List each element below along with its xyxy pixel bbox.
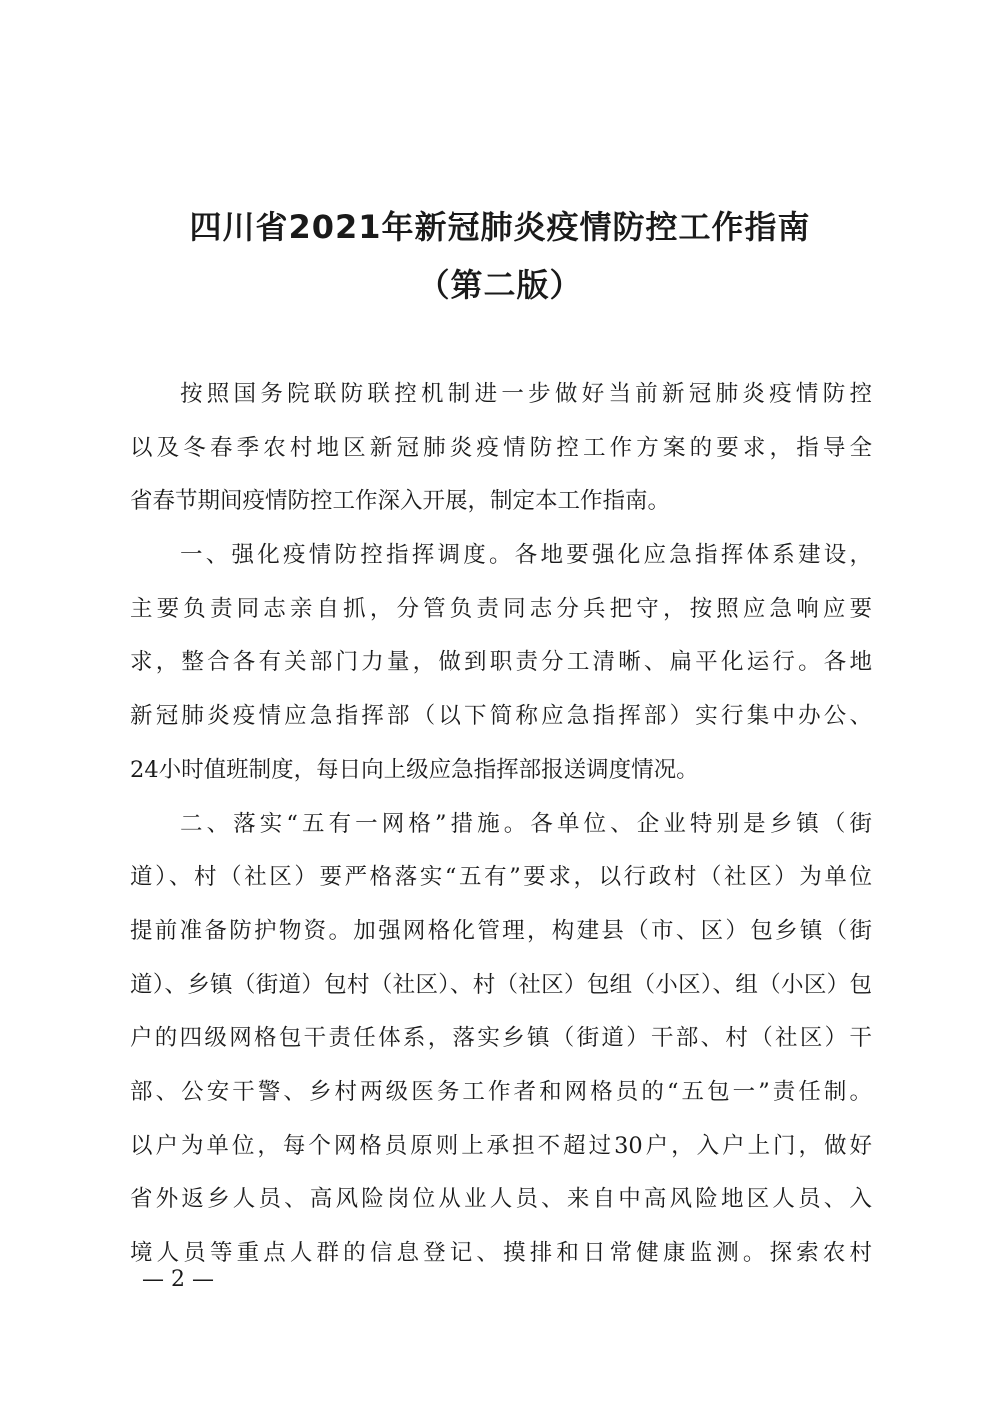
body-line-12: 道）、乡镇（街道）包村（社区）、村（社区）包组（小区）、组（小区）包: [130, 971, 872, 998]
body-line-11: 提前准备防护物资。加强网格化管理，构建县（市、区）包乡镇（街: [130, 917, 872, 944]
body-line-14: 部、公安干警、乡村两级医务工作者和网格员的“五包一”责任制。: [130, 1078, 872, 1105]
body-line-1: 按照国务院联防联控机制进一步做好当前新冠肺炎疫情防控: [180, 381, 872, 407]
body-line-10: 道）、村（社区）要严格落实“五有”要求，以行政村（社区）为单位: [130, 864, 872, 891]
body-line-17: 境人员等重点人群的信息登记、摸排和日常健康监测。探索农村: [130, 1240, 872, 1266]
body-line-8: 24小时值班制度，每日向上级应急指挥部报送调度情况。: [130, 756, 699, 783]
body-line-6: 求，整合各有关部门力量，做到职责分工清晰、扁平化运行。各地: [130, 649, 872, 676]
page-number: — 2 —: [142, 1267, 214, 1292]
body-line-5: 主要负责同志亲自抓，分管负责同志分兵把守，按照应急响应要: [130, 595, 872, 622]
body-line-7: 新冠肺炎疫情应急指挥部（以下简称应急指挥部）实行集中办公、: [130, 703, 872, 730]
body-line-4: 一、强化疫情防控指挥调度。各地要强化应急指挥体系建设，: [180, 542, 872, 569]
body-line-15: 以户为单位，每个网格员原则上承担不超过30户，入户上门，做好: [130, 1132, 872, 1159]
body-line-16: 省外返乡人员、高风险岗位从业人员、来自中高风险地区人员、入: [130, 1186, 872, 1213]
document-subtitle: （第二版）: [417, 266, 583, 304]
body-line-3: 省春节期间疫情防控工作深入开展，制定本工作指南。: [130, 488, 671, 515]
document-title: 四川省2021年新冠肺炎疫情防控工作指南: [189, 208, 811, 246]
body-line-2: 以及冬春季农村地区新冠肺炎疫情防控工作方案的要求，指导全: [130, 434, 872, 461]
document-body: [130, 368, 872, 1281]
body-line-9: 二、落实“五有一网格”措施。各单位、企业特别是乡镇（街: [180, 810, 872, 837]
body-line-13: 户的四级网格包干责任体系，落实乡镇（街道）干部、村（社区）干: [130, 1025, 872, 1052]
